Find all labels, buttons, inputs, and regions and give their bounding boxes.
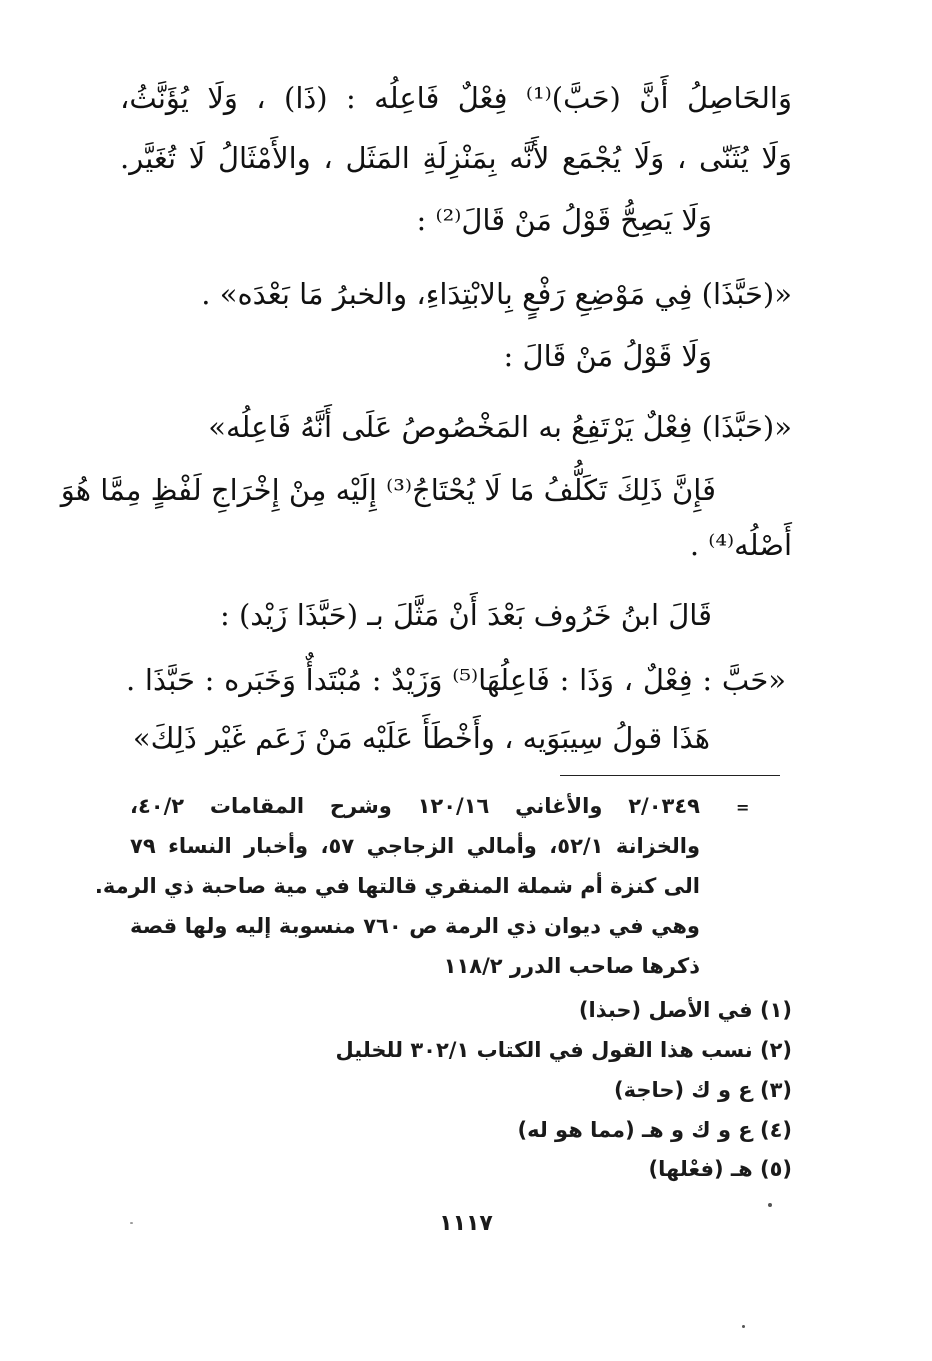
footnote-continuation-line: والخزانة ٥٢/١، وأمالي الزجاجي ٥٧، وأخبار النساء ٧٩: [130, 834, 700, 858]
footnote-continuation-line: ذكرها صاحب الدرر ١١٨/٢: [443, 954, 700, 978]
footnote-continuation-line: الى كنزة أم شملة المنقري قالتها في مية صاحبة ذي الرمة.: [94, 874, 700, 898]
body-line: فَإِنَّ ذَلِكَ تَكَلُّفُ مَا لَا يُحْتَاجُ⁽³⁾ إِلَيْه مِنْ إِخْرَاجِ لَفْظٍ مِمَّا هُوَ: [60, 473, 716, 507]
footnote-separator: [560, 775, 780, 776]
scan-speck: [768, 1203, 772, 1207]
footnote-2: (٢) نسب هذا القول في الكتاب ٣٠٢/١ للخليل: [335, 1038, 792, 1062]
scan-speck: [742, 1325, 745, 1328]
scan-speck: [130, 1222, 133, 1224]
body-line: «(حَبَّذَا) فِعْلٌ يَرْتَفِعُ به المَخْصُوصُ عَلَى أَنَّهُ فَاعِلُه»: [208, 410, 792, 444]
footnote-4: (٤) ع و ك و هـ (مما هو له): [517, 1118, 792, 1142]
body-line: وَلَا يَصِحُّ قَوْلُ مَنْ قَالَ⁽²⁾ :: [416, 203, 712, 237]
body-line: وَلَا يُثَنّى ، وَلَا يُجْمَع لأَنَّه بِمَنْزِلَةِ المَثَل ، والأَمْثَالُ لَا تُغَيَّر.: [120, 141, 792, 175]
footnote-continuation-line: ٢/٠٣٤٩ والأغاني ١٢٠/١٦ وشرح المقامات ٤٠/٢،: [130, 794, 700, 818]
body-line: أَصْلُه⁽⁴⁾ .: [689, 528, 792, 562]
body-line: «(حَبَّذَا) فِي مَوْضِعِ رَفْعٍ بِالابْتِدَاءِ، والخبرُ مَا بَعْدَه» .: [201, 277, 792, 311]
body-line: وَلَا قَوْلُ مَنْ قَالَ :: [503, 339, 712, 373]
page-number: ١١١٧: [439, 1211, 493, 1236]
footnote-1: (١) في الأصل (حبذا): [578, 998, 792, 1022]
footnote-5: (٥) هـ (فعْلها): [648, 1157, 792, 1181]
body-line: «حَبَّ : فِعْلٌ ، وَذَا : فَاعِلُهَا⁽⁵⁾ وَزَيْدٌ : مُبْتَدأٌ وَخَبَره : حَبَّذَا .: [126, 663, 786, 697]
continuation-marker: =: [736, 798, 750, 817]
body-line: هَذَا قولُ سِيبَوَيه ، وأَخْطَأَ عَلَيْه مَنْ زَعَم غَيْر ذَلِكَ»: [132, 721, 710, 755]
body-line: وَالحَاصِلُ أَنَّ (حَبَّ)⁽¹⁾ فِعْلٌ فَاعِلُه : (ذَا) ، وَلَا يُؤَنَّثُ،: [120, 81, 792, 115]
footnote-continuation-line: وهي في ديوان ذي الرمة ص ٧٦٠ منسوبة إليه ولها قصة: [130, 914, 700, 938]
footnote-3: (٣) ع و ك (حاجة): [613, 1078, 792, 1102]
body-line: قَالَ ابنُ خَرُوف بَعْدَ أَنْ مَثَّلَ بـ (حَبَّذَا زَيْد) :: [219, 598, 712, 632]
